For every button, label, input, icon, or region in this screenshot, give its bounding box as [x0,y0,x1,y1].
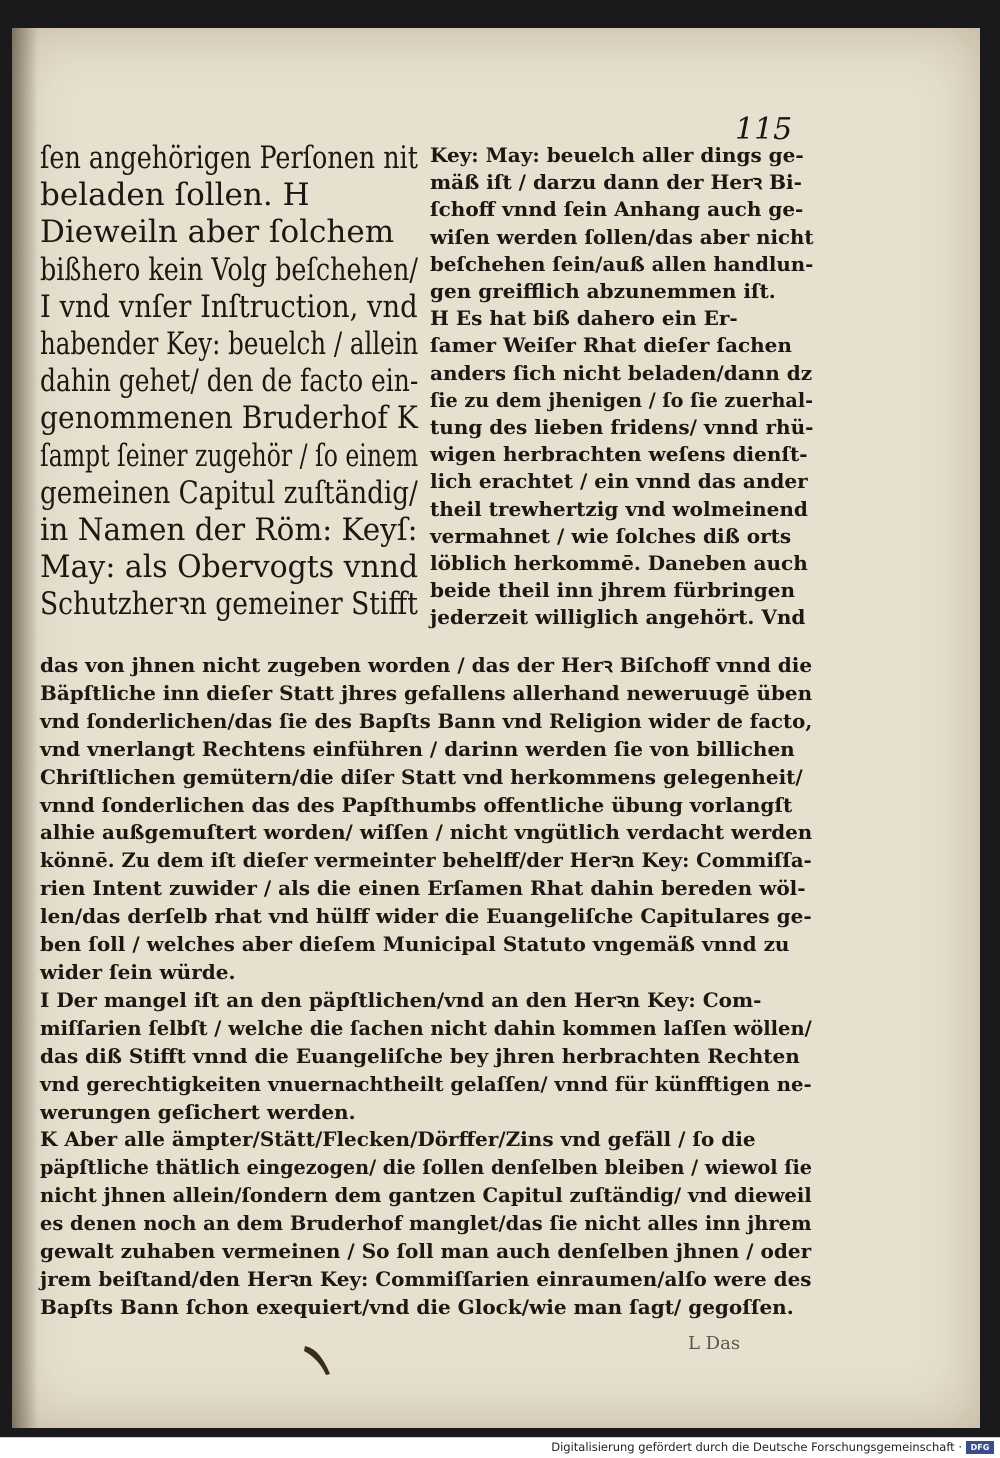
text-line: theil trewhertzig vnd wolmeinend [430,496,808,521]
text-line: wider ſein würde. [40,959,236,984]
text-line: alhie außgemuſtert worden/ wiſſen / nicht vngütlich verdacht werden [40,820,813,845]
text-line: jrem beiſtand/den Herꝛn Key: Commiſſarien einraumen/alſo were des [40,1266,812,1291]
text-line: könnē. Zu dem iſt dieſer vermeinter behelff/der Herꝛn Key: Commiſſa- [40,848,812,873]
text-line: Bapſts Bann ſchon exequiert/vnd die Glock/wie man ſagt/ gegoſſen. [40,1294,794,1319]
text-line: gen greifflich abzunemmen iſt. [430,279,776,304]
full-width-text [40,652,815,1322]
text-line: ſampt ſeiner zugehör / ſo einem [40,437,419,474]
text-line: wiſen werden ſollen/das aber nicht [430,224,814,249]
text-line: rien Intent zuwider / als die einen Erſamen Rhat dahin bereden wöl- [40,876,806,901]
dfg-logo-icon: DFG [966,1441,994,1454]
text-line: genommenen Bruderhof K [40,400,418,437]
text-line: tung des lieben fridens/ vnnd rhü- [430,415,814,440]
text-line: ben ſoll / welches aber dieſem Municipal Statuto vngemäß vnnd zu [40,932,790,957]
text-line: werungen geſichert werden. [40,1099,356,1124]
text-line: gemeinen Capitul zuſtändig/ [40,474,418,511]
text-line: vnnd ſonderlichen das des Papſthumbs offentliche übung vorlangſt [40,792,793,817]
text-line: es denen noch an dem Bruderhof manglet/das ſie nicht alles inn jhrem [40,1211,812,1236]
text-line: Dieweiln aber ſolchem [40,214,395,251]
footer-bar [0,1437,1000,1458]
text-line: ſen angehörigen Perſonen nit [40,140,418,176]
text-line: nicht jhnen allein/ſondern dem gantzen Capitul zuſtändig/ vnd dieweil [40,1183,812,1208]
text-line: len/das derſelb rhat vnd hülff wider die Euangeliſche Capitulares ge- [40,904,812,929]
page-number: 115 [735,112,793,147]
text-line: ſchoff vnnd ſein Anhang auch ge- [430,197,804,222]
text-line: K Aber alle ämpter/Stätt/Flecken/Dörffer/Zins vnd gefäll / ſo die [40,1127,756,1152]
right-column-text [430,142,815,632]
footer-credit: Digitalisierung gefördert durch die Deutsche Forschungsgemeinschaft · [551,1440,962,1454]
text-line: beide theil inn jhrem fürbringen [430,578,796,603]
ink-mark-icon [300,1338,340,1378]
text-line: in Namen der Röm: Keyſ: [40,512,418,549]
text-line: das von jhnen nicht zugeben worden / das der Herꝛ Biſchoff vnnd die [40,653,813,677]
text-line: gewalt zuhaben vermeinen / So ſoll man auch denſelben jhnen / oder [40,1239,812,1264]
text-line: I Der mangel iſt an den päpſtlichen/vnd an den Herꝛn Key: Com- [40,987,762,1012]
text-line: wigen herbrachten weſens dienſt- [430,442,808,467]
text-line: Chriſtlichen gemütern/die diſer Statt vnd herkommens gelegenheit/ [40,764,803,789]
text-line: H Es hat biß dahero ein Er- [430,306,738,331]
text-line: vnd gerechtigkeiten vnuernachtheilt gelaſſen/ vnnd für künfftigen ne- [40,1071,812,1096]
text-line: jederzeit williglich angehört. Vnd [430,605,806,630]
left-column-text [40,140,420,624]
text-line: päpſtliche thätlich eingezogen/ die ſollen denſelben bleiben / wiewol ſie [40,1155,813,1180]
catchword: L Das [688,1333,741,1354]
text-line: beladen ſollen. H [40,177,310,214]
text-line: Key: May: beuelch aller dings ge- [430,143,804,167]
text-line: habender Key: beuelch / allein [40,326,419,363]
text-line: May: als Obervogts vnnd [40,549,419,586]
text-line: bißhero kein Volg beſchehen/ [40,251,418,288]
text-line: lich erachtet / ein vnnd das ander [430,469,808,494]
text-line: Bäpſtliche inn dieſer Statt jhres gefallens allerhand neweruugē üben [40,680,813,705]
text-line: I vnd vnſer Inſtruction, vnd [40,288,418,325]
text-line: löblich herkommē. Daneben auch [430,551,808,576]
text-line: anders ſich nicht beladen/dann dz [430,360,813,385]
text-line: miſſarien ſelbſt / welche die ſachen nicht dahin kommen laſſen wöllen/ [40,1015,812,1040]
text-line: vnd ſonderlichen/das ſie des Bapſts Bann vnd Religion wider de facto, [40,708,813,733]
text-line: vnd vnerlangt Rechtens einführen / darinn werden ſie von billichen [40,736,795,761]
text-line: das diß Stifft vnnd die Euangeliſche bey jhren herbrachten Rechten [40,1043,800,1068]
text-line: ſamer Weiſer Rhat dieſer ſachen [430,333,792,358]
page-spine-shadow [12,28,38,1428]
text-line: Schutzherꝛn gemeiner Stifft [40,586,418,623]
text-line: dahin gehet/ den de facto ein- [40,363,419,400]
text-line: ſie zu dem jhenigen / ſo ſie zuerhal- [430,387,814,412]
text-line: mäß iſt / darzu dann der Herꝛ Bi- [430,170,802,195]
text-line: vermahnet / wie ſolches diß orts [430,523,792,548]
text-line: beſchehen ſein/auß allen handlun- [430,251,814,276]
